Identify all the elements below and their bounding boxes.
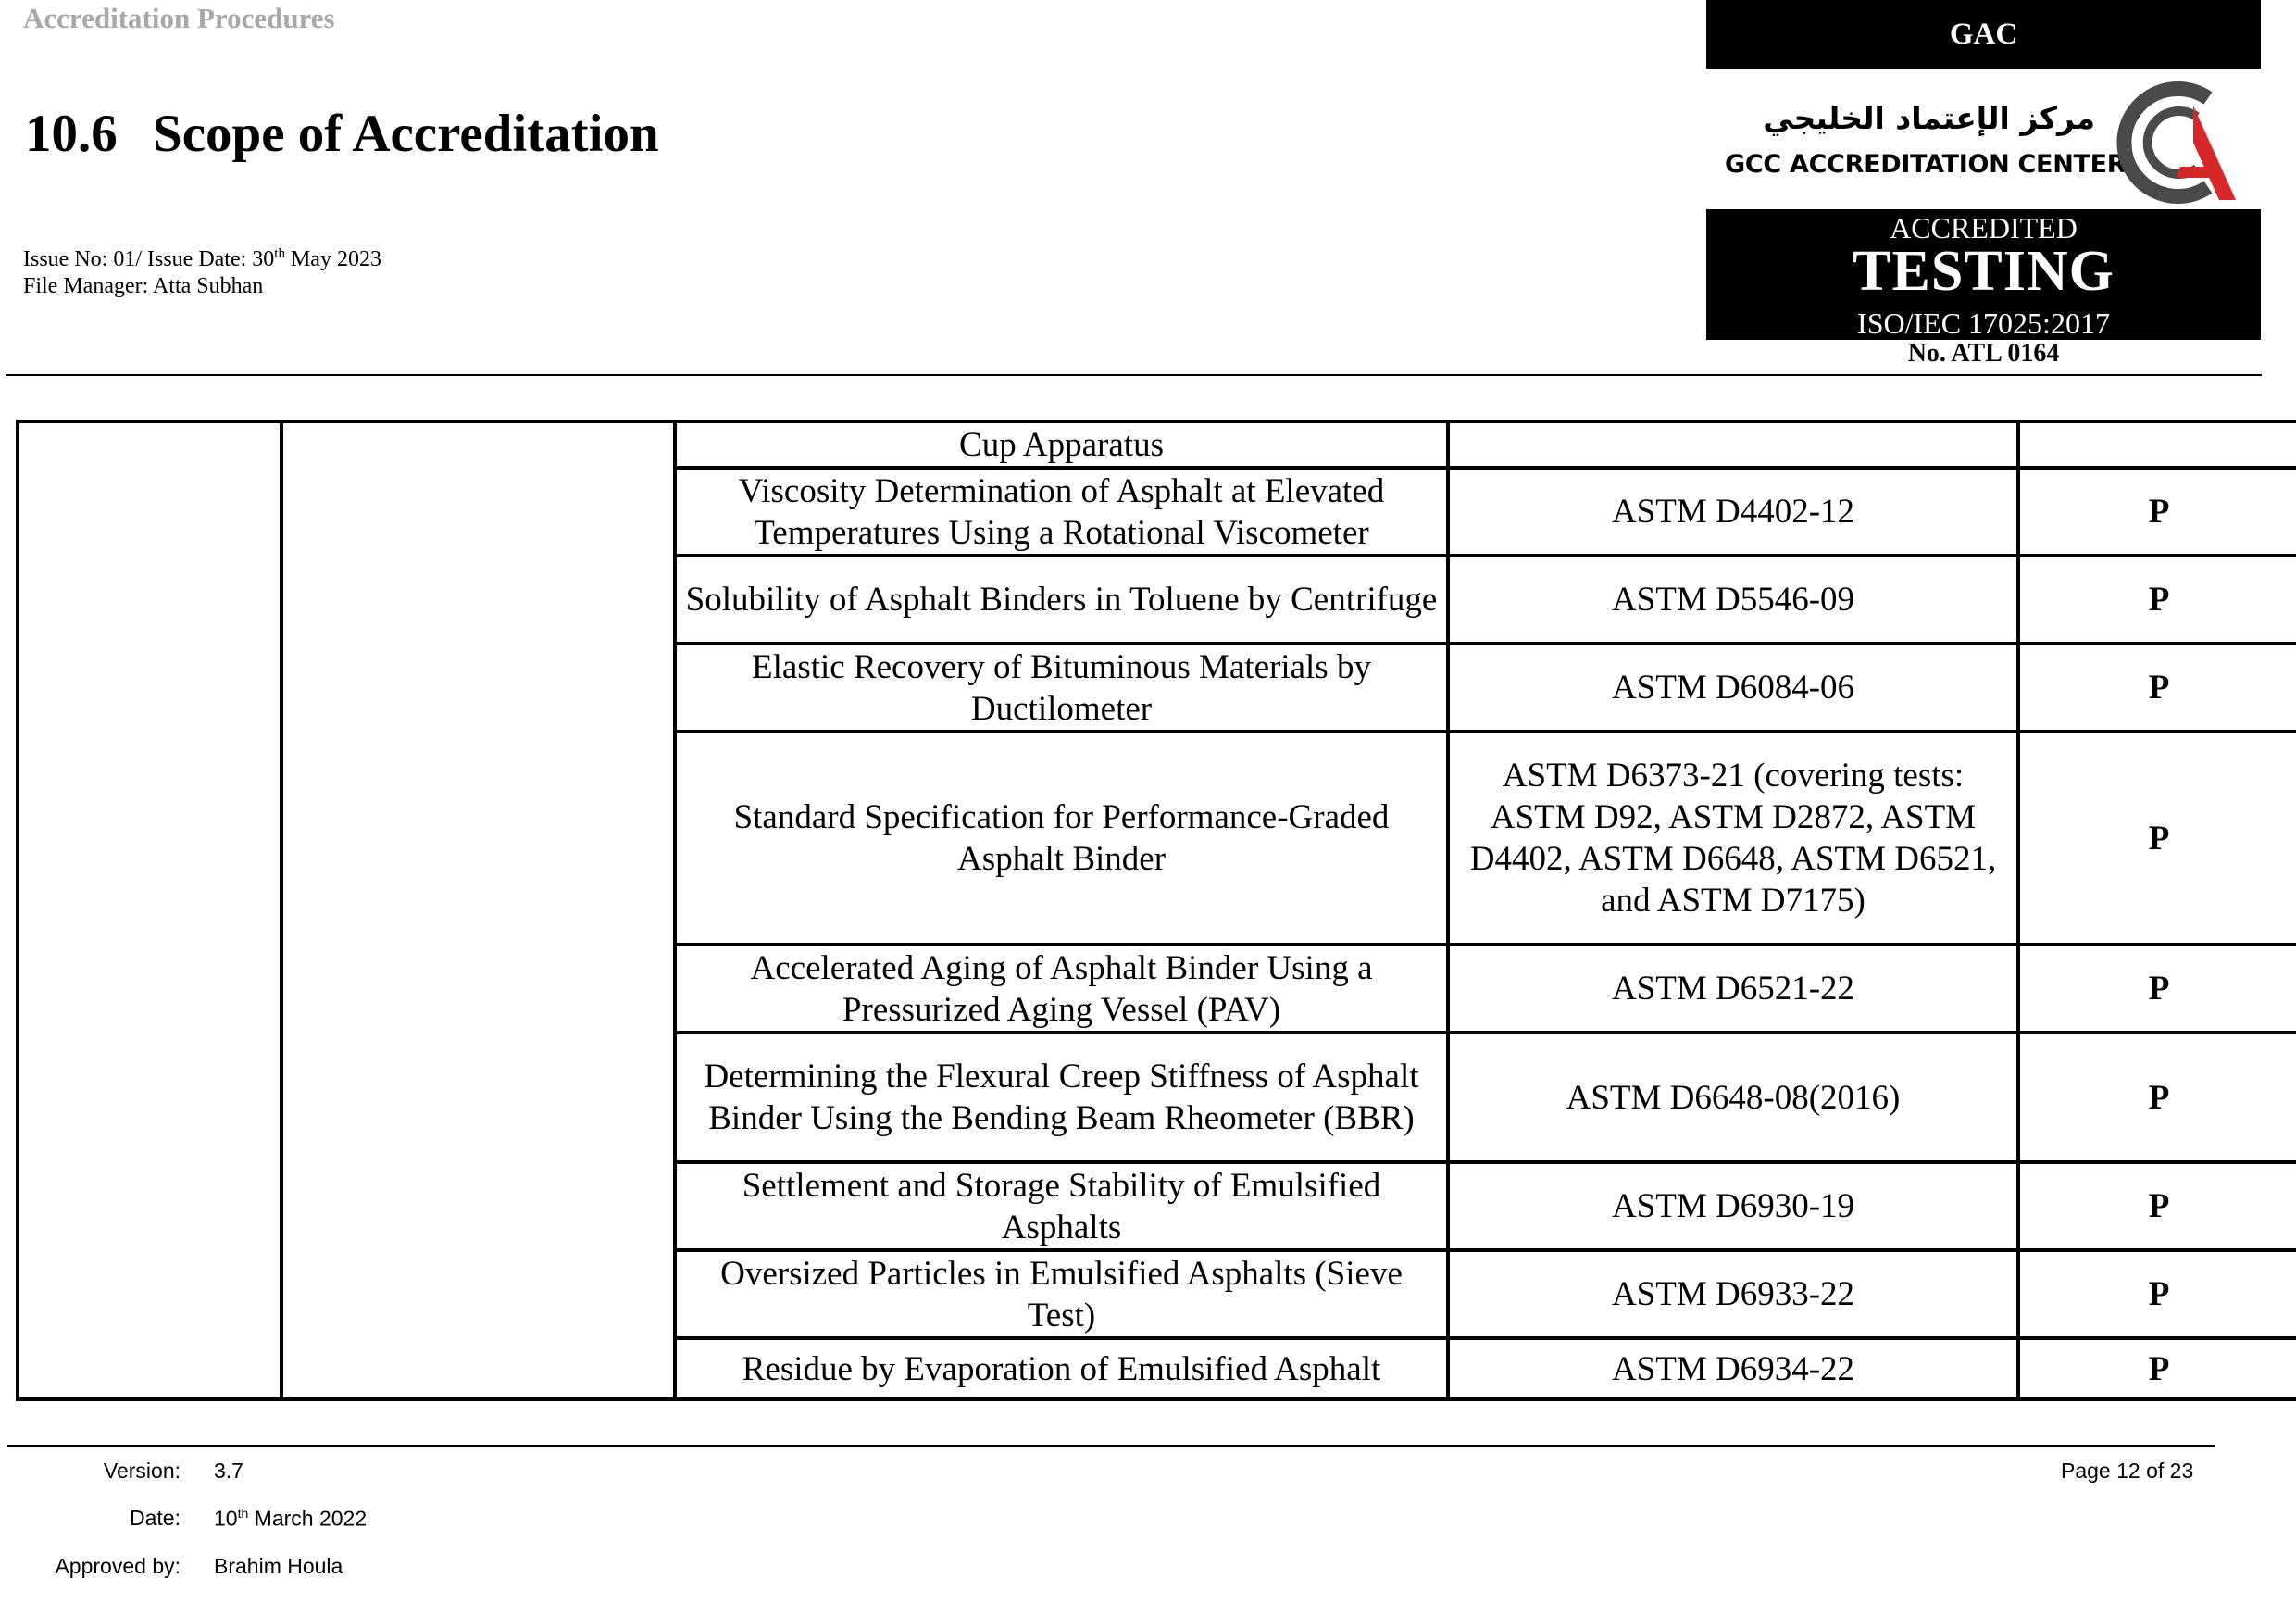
location-mark-cell: P — [2018, 644, 2296, 732]
test-name-cell: Determining the Flexural Creep Stiffness of Asphalt Binder Using the Bending Beam Rheometer (BBR) — [675, 1033, 1448, 1162]
location-mark-cell: P — [2018, 1338, 2296, 1399]
section-heading — [25, 104, 659, 164]
location-mark-cell: P — [2018, 468, 2296, 556]
issue-date-suffix: th — [274, 246, 285, 261]
location-mark-cell: P — [2018, 1250, 2296, 1338]
test-name-cell: Settlement and Storage Stability of Emulsified Asphalts — [675, 1162, 1448, 1250]
date-label: Date: — [130, 1506, 181, 1530]
footer-divider — [7, 1445, 2215, 1447]
test-name-cell: Solubility of Asphalt Binders in Toluene by Centrifuge — [675, 556, 1448, 644]
file-manager: File Manager: Atta Subhan — [23, 274, 264, 298]
footer-date — [214, 1506, 367, 1532]
test-method-cell — [1448, 421, 2018, 468]
issue-prefix: Issue No: 01/ Issue Date: 30 — [23, 247, 275, 271]
blank-category-cell — [18, 421, 281, 1399]
table-row — [18, 421, 2296, 468]
issue-month-year: May 2023 — [284, 247, 381, 271]
date-day: 10 — [214, 1506, 238, 1531]
test-name-cell: Cup Apparatus — [675, 421, 1448, 468]
location-mark-cell: P — [2018, 1162, 2296, 1250]
gcc-accreditation-logo — [1706, 78, 2261, 207]
gac-emblem-icon — [2104, 78, 2252, 207]
test-name-cell: Viscosity Determination of Asphalt at Elevated Temperatures Using a Rotational Viscometer — [675, 468, 1448, 556]
accreditation-box — [1706, 209, 2261, 340]
date-ordinal: th — [237, 1506, 249, 1521]
test-name-cell: Oversized Particles in Emulsified Asphalts (Sieve Test) — [675, 1250, 1448, 1338]
accreditation-number: No. ATL 0164 — [1907, 339, 2060, 368]
location-mark-cell: P — [2018, 1033, 2296, 1162]
scope-table — [16, 420, 2296, 1401]
location-mark-cell: P — [2018, 556, 2296, 644]
logo-arabic-name: مركز الإعتماد الخليجي — [1763, 100, 2095, 136]
section-number: 10.6 — [25, 105, 118, 163]
testing-label: TESTING — [1853, 240, 2115, 303]
iso-standard-label: ISO/IEC 17025:2017 — [1857, 307, 2110, 340]
test-method-cell: ASTM D5546-09 — [1448, 556, 2018, 644]
location-mark-cell: P — [2018, 945, 2296, 1033]
accredited-label: ACCREDITED — [1890, 211, 2078, 244]
logo-english-name: GCC ACCREDITATION CENTER — [1725, 150, 2127, 179]
issue-info — [23, 246, 381, 272]
header-divider — [6, 374, 2262, 376]
test-name-cell: Residue by Evaporation of Emulsified Asphalt — [675, 1338, 1448, 1399]
blank-subcategory-cell — [281, 421, 675, 1399]
document-category-label: Accreditation Procedures — [23, 2, 335, 34]
test-method-cell: ASTM D6373-21 (covering tests: ASTM D92, ASTM D2872, ASTM D4402, ASTM D6648, ASTM D6521, and ASTM D7175) — [1448, 732, 2018, 945]
page-number: Page 12 of 23 — [2061, 1459, 2194, 1483]
location-mark-cell — [2018, 421, 2296, 468]
gac-banner: GAC — [1706, 0, 2261, 69]
approved-by-label: Approved by: — [55, 1554, 181, 1578]
test-method-cell: ASTM D6521-22 — [1448, 945, 2018, 1033]
test-method-cell: ASTM D6934-22 — [1448, 1338, 2018, 1399]
test-method-cell: ASTM D6933-22 — [1448, 1250, 2018, 1338]
test-name-cell: Standard Specification for Performance-Graded Asphalt Binder — [675, 732, 1448, 945]
approved-by-value: Brahim Houla — [214, 1554, 343, 1578]
test-method-cell: ASTM D6648-08(2016) — [1448, 1033, 2018, 1162]
section-title: Scope of Accreditation — [153, 105, 659, 163]
test-method-cell: ASTM D4402-12 — [1448, 468, 2018, 556]
test-method-cell: ASTM D6930-19 — [1448, 1162, 2018, 1250]
date-month-year: March 2022 — [248, 1506, 368, 1531]
test-name-cell: Accelerated Aging of Asphalt Binder Using a Pressurized Aging Vessel (PAV) — [675, 945, 1448, 1033]
location-mark-cell: P — [2018, 732, 2296, 945]
test-method-cell: ASTM D6084-06 — [1448, 644, 2018, 732]
version-label: Version: — [103, 1459, 181, 1483]
test-name-cell: Elastic Recovery of Bituminous Materials by Ductilometer — [675, 644, 1448, 732]
version-value: 3.7 — [214, 1459, 243, 1483]
